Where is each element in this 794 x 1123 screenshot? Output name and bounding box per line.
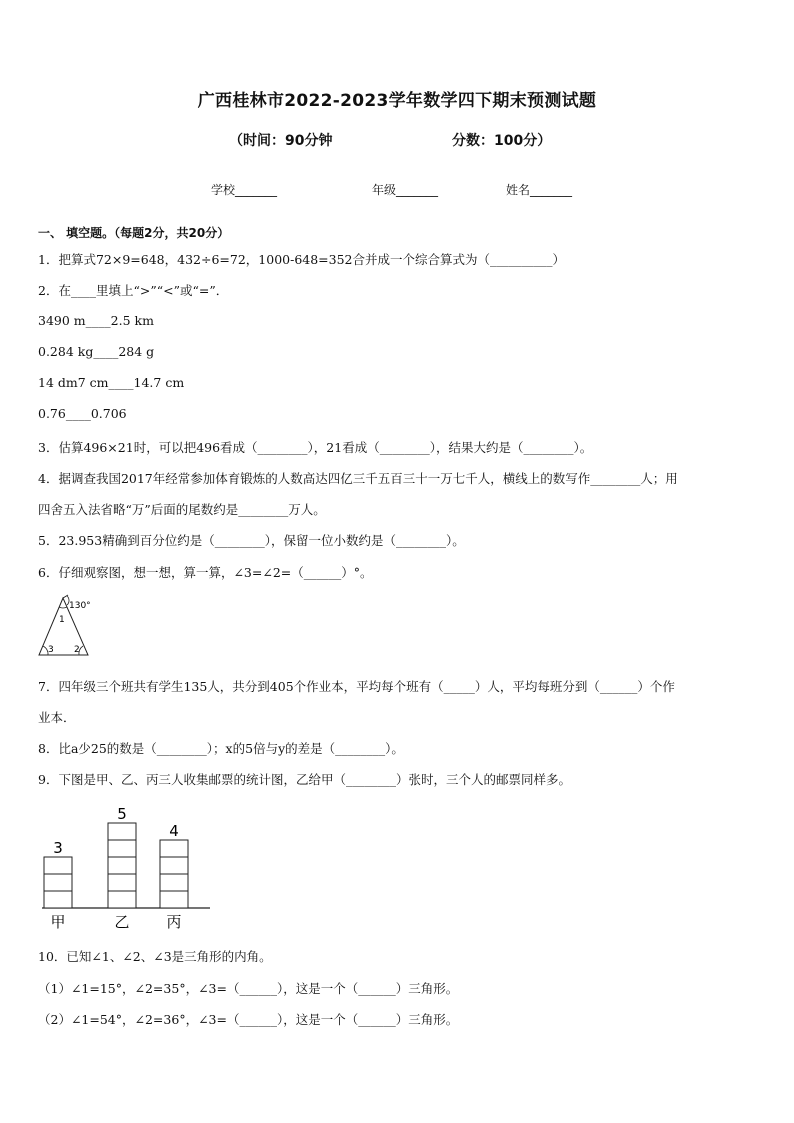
grade-field: 年级_______ [372,183,439,197]
question-5: 5．23.953精确到百分位约是（________），保留一位小数约是（________）。 [38,533,465,548]
name-field: 姓名_______ [506,183,573,197]
category-label-1: 甲 [50,913,66,931]
school-field: 学校_______ [211,183,278,197]
question-10-part-1: （1）∠1=15°，∠2=35°，∠3=（______），这是一个（______）三角形。 [38,981,459,996]
question-2-item-c: 14 dm7 cm____14.7 cm [38,375,185,390]
exam-time: （时间：90分钟 [229,133,333,149]
question-2-item-d: 0.76____0.706 [38,406,127,421]
category-label-2: 乙 [114,913,130,931]
angle-1-arc [59,607,67,608]
bar-unit-box-2-4 [108,840,136,857]
bar-unit-box-1-1 [44,891,72,908]
angle-1-label: 1 [59,615,65,625]
stamp-chart [38,796,218,934]
exam-score: 分数：100分） [452,133,552,149]
question-4-line-1: 4．据调查我国2017年经常参加体育锻炼的人数高达四亿三千五百三十一万七千人，横线上的数写作________人；用 [38,471,678,486]
bar-unit-box-2-2 [108,874,136,891]
bar-unit-box-1-2 [44,874,72,891]
exterior-angle-label: 130° [69,601,91,611]
bar-unit-box-2-1 [108,891,136,908]
bar-value-label-1: 3 [53,839,63,857]
bar-unit-box-3-3 [160,857,188,874]
question-1: 1．把算式72×9=648，432÷6=72，1000-648=352合并成一个综合算式为（__________） [38,252,566,267]
question-8: 8．比a少25的数是（________）；x的5倍与y的差是（________）。 [38,741,404,756]
question-4-line-2: 四舍五入法省略“万”后面的尾数约是________万人。 [38,502,326,517]
bar-unit-box-3-4 [160,840,188,857]
bar-value-label-3: 4 [169,822,179,840]
question-7-line-1: 7．四年级三个班共有学生135人，共分到405个作业本，平均每个班有（_____）人，平均每班分到（______）个作 [38,679,675,694]
question-2-item-a: 3490 m____2.5 km [38,313,154,328]
angle-2-label: 2 [74,645,80,655]
question-6: 6．仔细观察图，想一想，算一算，∠3=∠2=（______）°。 [38,565,373,580]
bar-unit-box-2-3 [108,857,136,874]
page-title: 广西桂林市2022-2023学年数学四下期末预测试题 [197,91,597,111]
angle-3-label: 3 [48,645,54,655]
section-heading: 一、 填空题。（每题2分，共20分） [38,226,230,240]
question-10-part-2: （2）∠1=54°，∠2=36°，∠3=（______），这是一个（______）三角形。 [38,1012,459,1027]
bar-unit-box-2-5 [108,823,136,840]
bar-unit-box-3-2 [160,874,188,891]
question-7-line-2: 业本． [38,710,76,725]
question-9: 9．下图是甲、乙、丙三人收集邮票的统计图，乙给甲（________）张时，三个人的邮票同样多。 [38,772,571,787]
bar-unit-box-3-1 [160,891,188,908]
question-2: 2．在____里填上“>”“<”或“=”． [38,283,229,298]
bar-unit-box-1-3 [44,857,72,874]
bar-value-label-2: 5 [117,805,127,823]
question-3: 3．估算496×21时，可以把496看成（________），21看成（________），结果大约是（________）。 [38,440,593,455]
question-2-item-b: 0.284 kg____284 g [38,344,155,359]
triangle-figure [34,594,104,660]
question-10: 10．已知∠1、∠2、∠3是三角形的内角。 [38,949,272,964]
category-label-3: 丙 [166,913,182,931]
